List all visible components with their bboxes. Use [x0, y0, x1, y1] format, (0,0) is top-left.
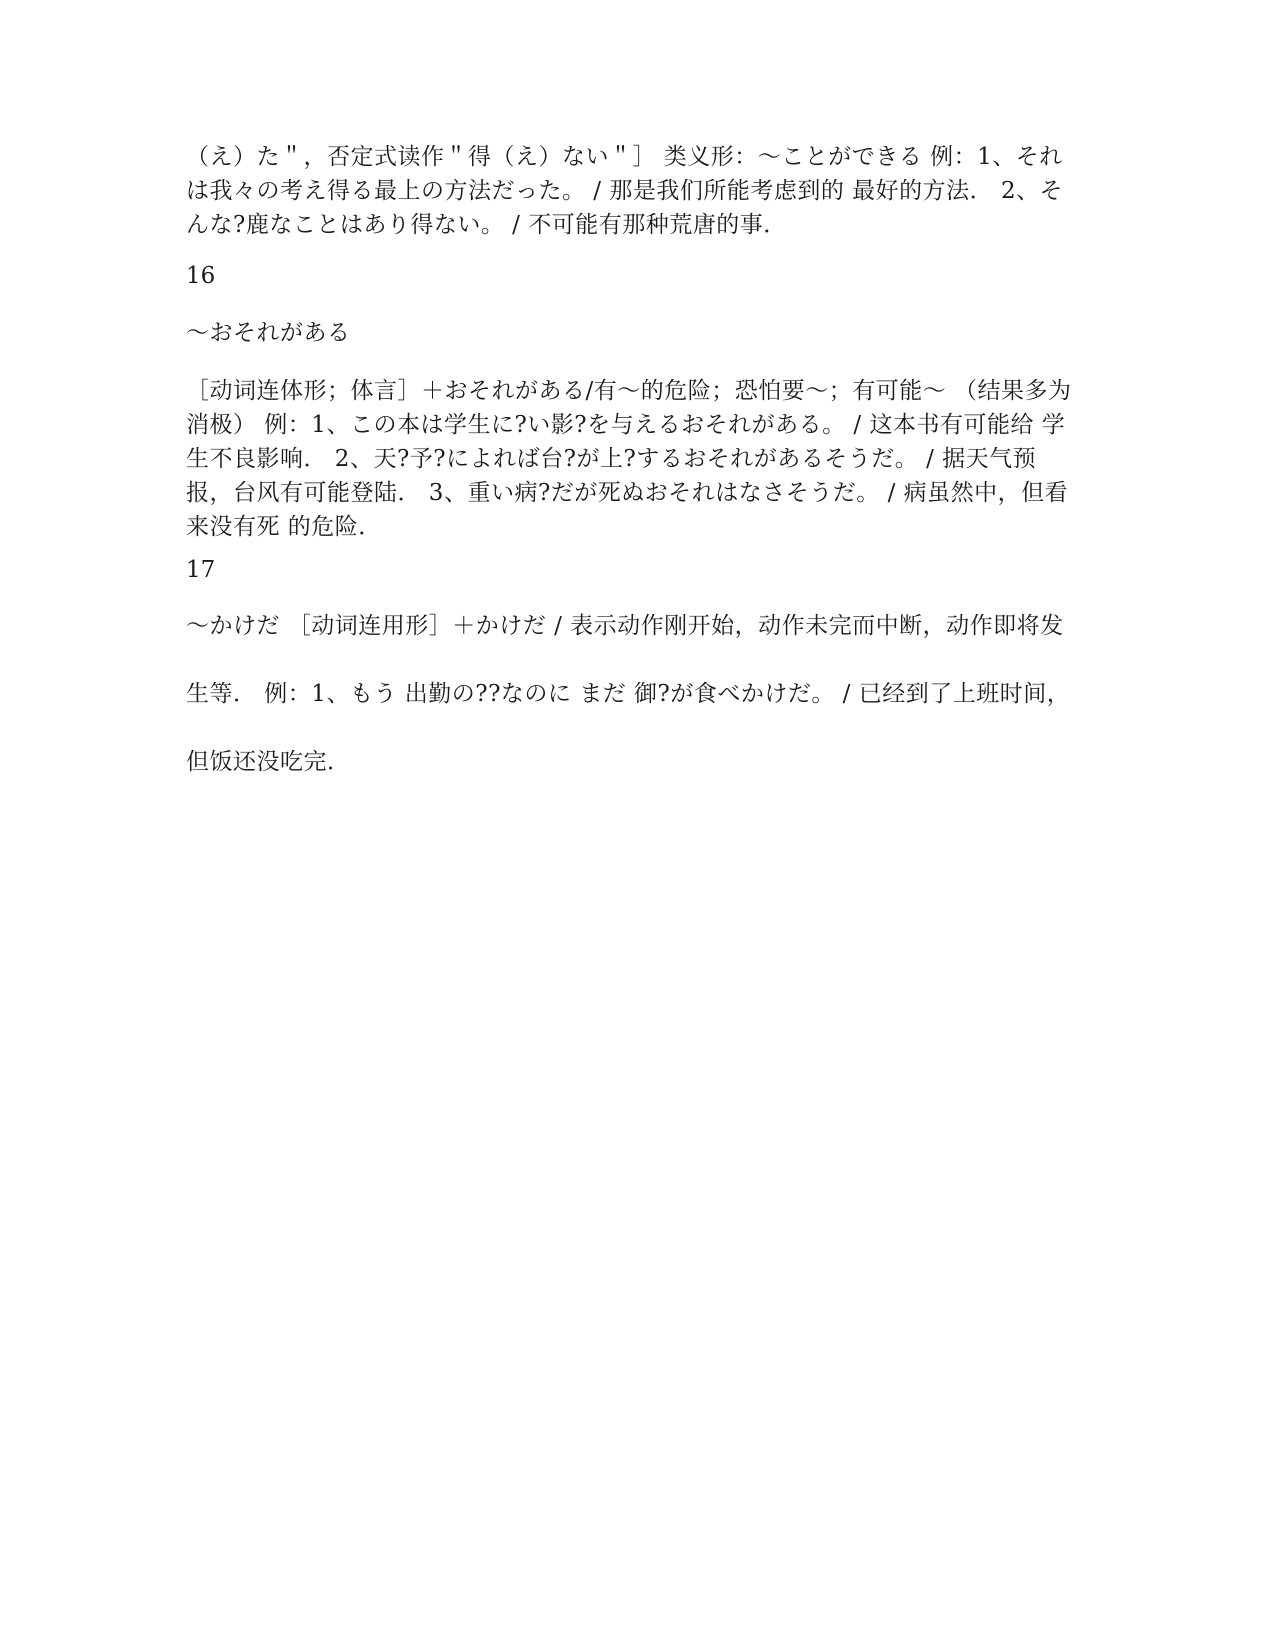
item-17-body: ～かけだ ［动词连用形］＋かけだ / 表示动作刚开始，动作未完而中断，动作即将发生等． 例：1、もう 出勤の??なのに まだ 御?が食べかけだ。 / 已经到了上班时间，但饭还没吃完． [186, 613, 1071, 775]
item-17-number: 17 [186, 557, 216, 583]
item-16-body: ［动词连体形；体言］＋おそれがある/有～的危险；恐怕要～；有可能～ （结果多为消极） 例：1、この本は学生に?い影?を与えるおそれがある。 / 这本书有可能给 学生不良影响． 2、天?予?によれば台?が上?するおそれがあるそうだ。 / 据天气预 报，台风有可能登陆． 3、重い病?だが死ぬおそれはなさそうだ。 / 病虽然中，但看来没有死 的危险． [186, 378, 1072, 540]
item-16-number: 16 [186, 263, 216, 289]
item-16-heading: ～おそれがある [186, 320, 351, 346]
intro-paragraph: （え）た＂，否定式读作＂得（え）ない＂］ 类义形：～ことができる 例：1、それは我々の考え得る最上の方法だった。 / 那是我们所能考虑到的 最好的方法． 2、そんな?鹿なことはあり得ない。 / 不可能有那种荒唐的事． [186, 144, 1064, 238]
